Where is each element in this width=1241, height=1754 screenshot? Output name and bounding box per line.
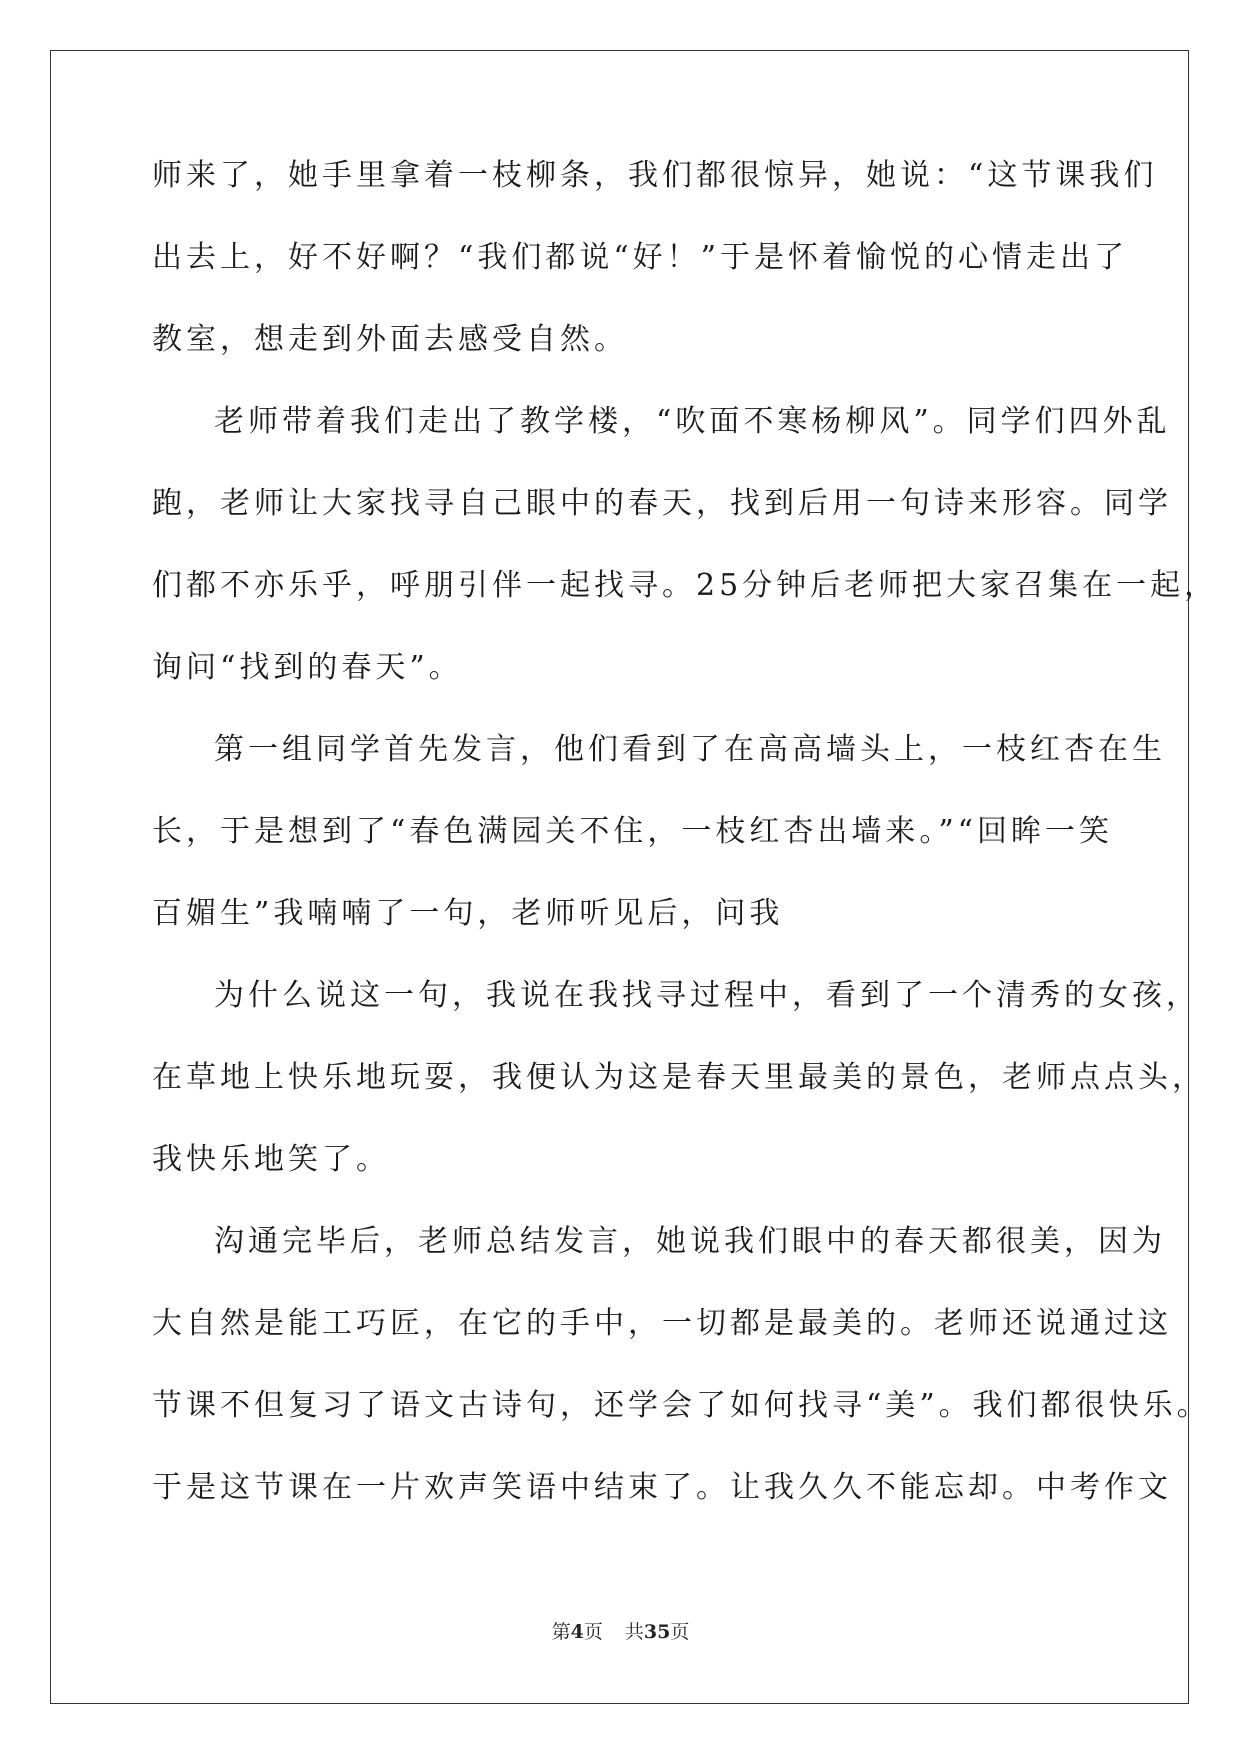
text-line: 跑，老师让大家找寻自己眼中的春天，找到后用一句诗来形容。同学 [152,486,1172,521]
total-prefix: 共 [624,1621,644,1643]
text-line: 在草地上快乐地玩耍，我便认为这是春天里最美的景色，老师点点头， [152,1060,1206,1095]
document-body [152,156,1219,1550]
total-page-count: 35 [643,1621,671,1643]
text-line: 教室，想走到外面去感受自然。 [152,322,628,357]
paragraph-start-line: 为什么说这一句，我说在我找寻过程中，看到了一个清秀的女孩， [214,978,1200,1013]
text-line: 百媚生”我喃喃了一句，老师听见后，问我 [152,896,784,931]
page-number-footer [0,1617,1241,1644]
text-line: 于是这节课在一片欢声笑语中结束了。让我久久不能忘却。中考作文 [152,1470,1172,1505]
text-line: 我快乐地笑了。 [152,1142,390,1177]
text-line: 师来了，她手里拿着一枝柳条，我们都很惊异，她说：“这节课我们 [152,158,1158,193]
page-prefix: 第 [551,1621,571,1643]
text-line: 节课不但复习了语文古诗句，还学会了如何找寻“美”。我们都很快乐。 [152,1388,1211,1423]
total-suffix: 页 [670,1621,690,1643]
text-line: 们都不亦乐乎，呼朋引伴一起找寻。25分钟后老师把大家召集在一起， [152,568,1219,603]
paragraph-start-line: 沟通完毕后，老师总结发言，她说我们眼中的春天都很美，因为 [214,1224,1166,1259]
text-line: 询问“找到的春天”。 [152,650,463,685]
page-suffix: 页 [583,1621,603,1643]
text-line: 大自然是能工巧匠，在它的手中，一切都是最美的。老师还说通过这 [152,1306,1172,1341]
paragraph-start-line: 第一组同学首先发言，他们看到了在高高墙头上，一枝红杏在生 [214,732,1166,767]
text-line: 长，于是想到了“春色满园关不住，一枝红杏出墙来。”“回眸一笑 [152,814,1114,849]
paragraph-start-line: 老师带着我们走出了教学楼，“吹面不寒杨柳风”。同学们四外乱 [214,404,1171,439]
text-line: 出去上，好不好啊？“我们都说“好！”于是怀着愉悦的心情走出了 [152,240,1129,275]
current-page-number: 4 [570,1621,584,1643]
